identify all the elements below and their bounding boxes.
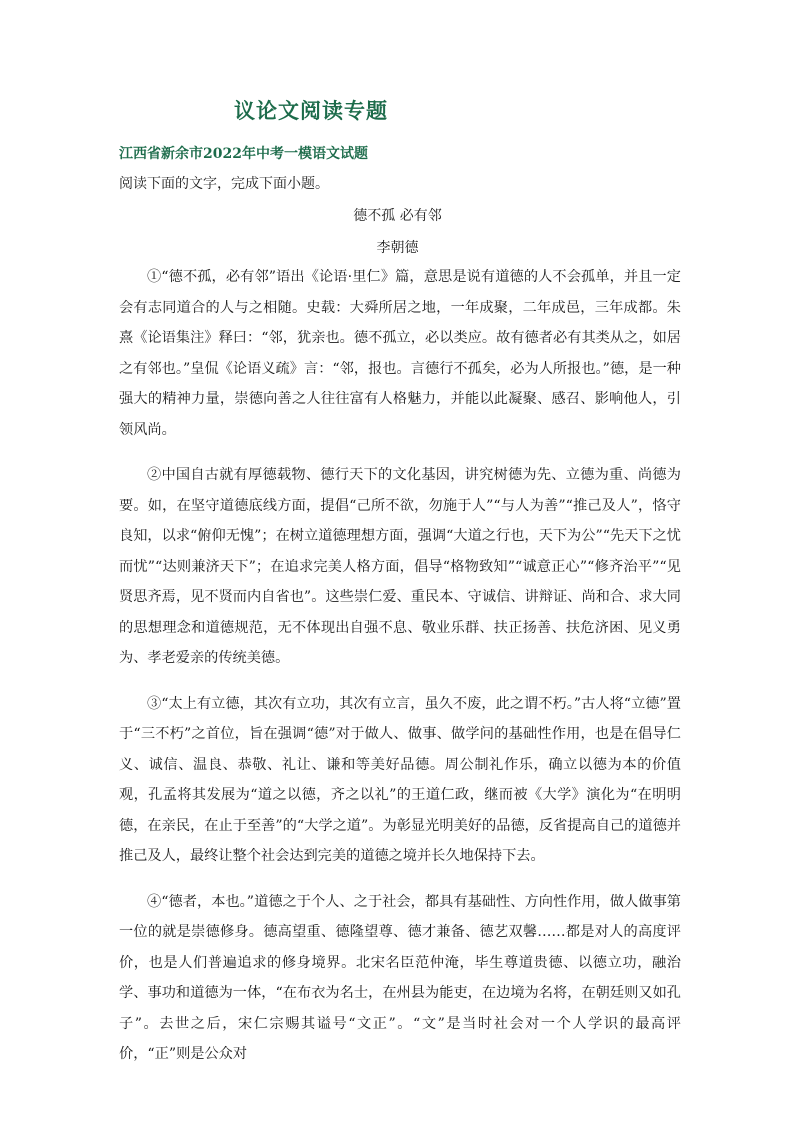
document-title: 议论文阅读专题 [234, 98, 388, 123]
article-body [119, 262, 681, 1085]
exam-source: 江西省新余市2022年中考一模语文试题 [119, 146, 368, 162]
article-title: 德不孤 必有邻 [353, 208, 442, 224]
article-author: 李朝德 [376, 240, 419, 256]
reading-instruction: 阅读下面的文字，完成下面小题。 [119, 176, 329, 192]
paragraph-4: ④“德者，本也。”道德之于个人、之于社会，都具有基础性、方向性作用，做人做事第一位的就是崇德修身。德高望重、德隆望尊、德才兼备、德艺双馨……都是对人的高度评价，也是人们普遍追求的修身境界。北宋名臣范仲淹，毕生尊道贵德、以德立功，融治学、事功和道德为一体，“在布衣为名士，在州县为能吏，在边境为名将，在朝廷则又如孔子”。去世之后，宋仁宗赐其谥号“文正”。“文”是当时社会对一个人学识的最高评价，“正”则是公众对 [119, 893, 681, 1062]
paragraph-1: ①“德不孤，必有邻”语出《论语·里仁》篇，意思是说有道德的人不会孤单，并且一定会有志同道合的人与之相随。史载：大舜所居之地，一年成聚，二年成邑，三年成都。朱熹《论语集注》释曰：“邻，犹亲也。德不孤立，必以类应。故有德者必有其类从之，如居之有邻也。”皇侃《论语义疏》言：“邻，报也。言德行不孤矣，必为人所报也。”德，是一种强大的精神力量，崇德向善之人往往富有人格魅力，并能以此凝聚、感召、影响他人，引领风尚。 [119, 269, 681, 438]
paragraph-2: ②中国自古就有厚德载物、德行天下的文化基因，讲究树德为先、立德为重、尚德为要。如，在坚守道德底线方面，提倡“己所不欲，勿施于人”“与人为善”“推己及人”，恪守良知，以求“俯仰无愧”；在树立道德理想方面，强调“大道之行也，天下为公”“先天下之忧而忧”“达则兼济天下”；在追求完美人格方面，倡导“格物致知”“诚意正心”“修齐治平”“见贤思齐焉，见不贤而内自省也”。这些崇仁爱、重民本、守诚信、讲辩证、尚和合、求大同的思想理念和道德规范，无不体现出自强不息、敬业乐群、扶正扬善、扶危济困、见义勇为、孝老爱亲的传统美德。 [119, 467, 681, 666]
paragraph-3: ③“太上有立德，其次有立功，其次有立言，虽久不废，此之谓不朽。”古人将“立德”置于“三不朽”之首位，旨在强调“德”对于做人、做事、做学问的基础性作用，也是在倡导仁义、诚信、温良、恭敬、礼让、谦和等美好品德。周公制礼作乐，确立以德为本的价值观，孔孟将其发展为“道之以德，齐之以礼”的王道仁政，继而被《大学》演化为“在明明德，在亲民，在止于至善”的“大学之道”。为彰显光明美好的品德，反省提高自己的道德并推己及人，最终让整个社会达到完美的道德之境并长久地保持下去。 [119, 695, 681, 864]
